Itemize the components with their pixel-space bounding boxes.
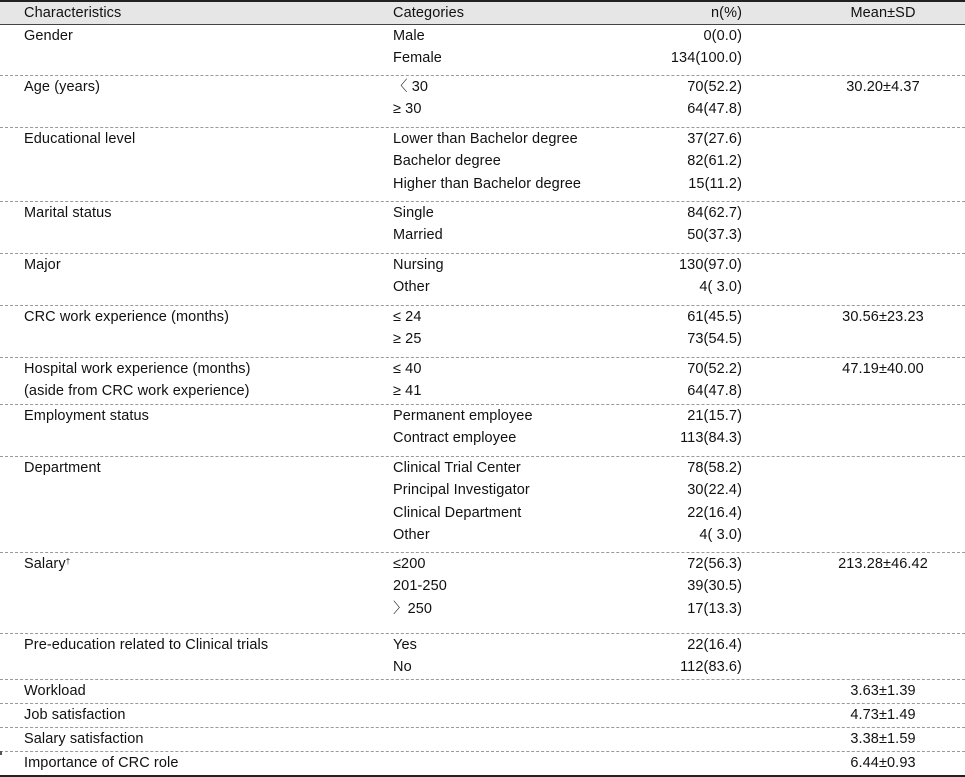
characteristic-label: Marital status <box>24 205 112 221</box>
n-percent-value: 22(16.4) <box>687 637 742 653</box>
table-row <box>0 47 965 69</box>
header-categories: Categories <box>393 5 465 21</box>
n-percent-value: 78(58.2) <box>687 460 742 476</box>
category-value: Contract employee <box>393 430 517 447</box>
category-value: Principal Investigator <box>393 482 530 499</box>
n-percent-value: 4( 3.0) <box>699 279 742 296</box>
category-value: 201-250 <box>393 578 447 595</box>
category-value: ≤200 <box>393 556 426 572</box>
category-value: Nursing <box>393 257 444 273</box>
table-row <box>0 76 965 98</box>
table-group <box>0 634 965 680</box>
footnote-marker <box>0 751 2 755</box>
table-row <box>0 553 965 575</box>
category-value: Permanent employee <box>393 408 533 424</box>
category-value: Lower than Bachelor degree <box>393 131 578 147</box>
mean-sd-value: 213.28±46.42 <box>838 556 928 572</box>
n-percent-value: 84(62.7) <box>687 205 742 221</box>
table-group <box>0 202 965 254</box>
table-row <box>0 598 965 620</box>
mean-sd-value: 6.44±0.93 <box>850 755 916 771</box>
table-row <box>0 405 965 427</box>
table-row <box>0 704 965 726</box>
table-row <box>0 202 965 224</box>
characteristic-label: Importance of CRC role <box>24 755 179 771</box>
table-header <box>0 0 965 25</box>
n-percent-value: 0(0.0) <box>703 28 742 44</box>
table-group <box>0 128 965 202</box>
n-percent-value: 113(84.3) <box>680 430 742 447</box>
table-row <box>0 752 965 774</box>
category-value: Male <box>393 28 425 44</box>
category-value: Higher than Bachelor degree <box>393 175 582 192</box>
table-row <box>0 502 965 524</box>
category-value: Clinical Trial Center <box>393 460 521 476</box>
n-percent-value: 4( 3.0) <box>699 526 742 543</box>
category-value: ≤ 24 <box>393 309 422 325</box>
n-percent-value: 64(47.8) <box>687 383 742 400</box>
characteristic-label: Pre-education related to Clinical trials <box>24 637 269 653</box>
table-row <box>0 328 965 350</box>
n-percent-value: 70(52.2) <box>687 361 742 377</box>
table-row <box>0 728 965 750</box>
table-group <box>0 405 965 457</box>
category-value: ≥ 30 <box>393 101 422 118</box>
n-percent-value: 22(16.4) <box>687 504 742 521</box>
characteristic-label: Gender <box>24 28 73 44</box>
category-value: Clinical Department <box>393 504 522 521</box>
table-row <box>0 306 965 328</box>
n-percent-value: 30(22.4) <box>687 482 742 499</box>
n-percent-value: 82(61.2) <box>687 153 742 170</box>
characteristic-label: Major <box>24 257 61 273</box>
n-percent-value: 61(45.5) <box>687 309 742 325</box>
footnote-dagger: † <box>65 557 71 566</box>
category-value: ≤ 40 <box>393 361 422 377</box>
table-row <box>0 479 965 501</box>
n-percent-value: 21(15.7) <box>687 408 742 424</box>
table-row <box>0 25 965 47</box>
table-row <box>0 575 965 597</box>
table-row <box>0 656 965 678</box>
category-value: 〈 30 <box>393 79 429 95</box>
mean-sd-value: 30.20±4.37 <box>846 79 920 95</box>
table-group <box>0 76 965 128</box>
category-value: 〉250 <box>393 600 433 617</box>
characteristic-label: Employment status <box>24 408 149 424</box>
n-percent-value: 70(52.2) <box>687 79 742 95</box>
n-percent-value: 72(56.3) <box>687 556 742 572</box>
table-body <box>0 25 965 777</box>
table-row <box>0 427 965 449</box>
characteristic-label: Educational level <box>24 131 136 147</box>
table-group <box>0 358 965 405</box>
n-percent-value: 134(100.0) <box>670 50 742 67</box>
category-value: ≥ 25 <box>393 331 422 348</box>
header-n-percent: n(%) <box>710 5 742 21</box>
table-row <box>0 457 965 479</box>
mean-sd-value: 3.63±1.39 <box>850 683 916 699</box>
mean-sd-value: 3.38±1.59 <box>850 731 916 747</box>
header-characteristics: Characteristics <box>24 5 122 21</box>
table-row <box>0 98 965 120</box>
n-percent-value: 64(47.8) <box>687 101 742 118</box>
table-group <box>0 457 965 553</box>
table-row <box>0 524 965 546</box>
n-percent-value: 37(27.6) <box>687 131 742 147</box>
n-percent-value: 15(11.2) <box>688 175 742 192</box>
table-row <box>0 380 965 402</box>
table-row <box>0 254 965 276</box>
table-group <box>0 728 965 752</box>
table-group <box>0 254 965 306</box>
category-value: Single <box>393 205 434 221</box>
n-percent-value: 112(83.6) <box>680 659 742 676</box>
category-value: Yes <box>393 637 417 653</box>
table-row <box>0 128 965 150</box>
n-percent-value: 130(97.0) <box>679 257 742 273</box>
table-group <box>0 553 965 634</box>
characteristic-label: Department <box>24 460 101 476</box>
table-row <box>0 173 965 195</box>
mean-sd-value: 4.73±1.49 <box>850 707 916 723</box>
characteristic-label: CRC work experience (months) <box>24 309 230 325</box>
category-value: Female <box>393 50 442 67</box>
characteristic-label: Hospital work experience (months) <box>24 361 251 377</box>
characteristic-label: Salary satisfaction <box>24 731 144 747</box>
characteristic-label: Age (years) <box>24 79 101 95</box>
characteristic-label: Job satisfaction <box>24 707 126 723</box>
table-group <box>0 680 965 704</box>
n-percent-value: 73(54.5) <box>687 331 742 348</box>
category-value: No <box>393 659 412 676</box>
category-value: Married <box>393 227 443 244</box>
table-row <box>0 224 965 246</box>
category-value: Other <box>393 279 430 296</box>
table-group <box>0 704 965 728</box>
table-row <box>0 634 965 656</box>
characteristic-label-line2: (aside from CRC work experience) <box>24 383 250 400</box>
table-row <box>0 150 965 172</box>
mean-sd-value: 30.56±23.23 <box>842 309 924 325</box>
n-percent-value: 39(30.5) <box>687 578 742 595</box>
n-percent-value: 50(37.3) <box>687 227 742 244</box>
table-group <box>0 25 965 76</box>
category-value: Other <box>393 526 430 543</box>
n-percent-value: 17(13.3) <box>687 600 742 617</box>
table-row <box>0 680 965 702</box>
mean-sd-value: 47.19±40.00 <box>842 361 924 377</box>
characteristic-label: Workload <box>24 683 86 699</box>
table-row <box>0 276 965 298</box>
category-value: ≥ 41 <box>393 383 422 400</box>
category-value: Bachelor degree <box>393 153 501 170</box>
table-row <box>0 358 965 380</box>
characteristic-label: Salary† <box>24 556 71 572</box>
header-mean-sd: Mean±SD <box>850 5 916 21</box>
table-group <box>0 306 965 358</box>
